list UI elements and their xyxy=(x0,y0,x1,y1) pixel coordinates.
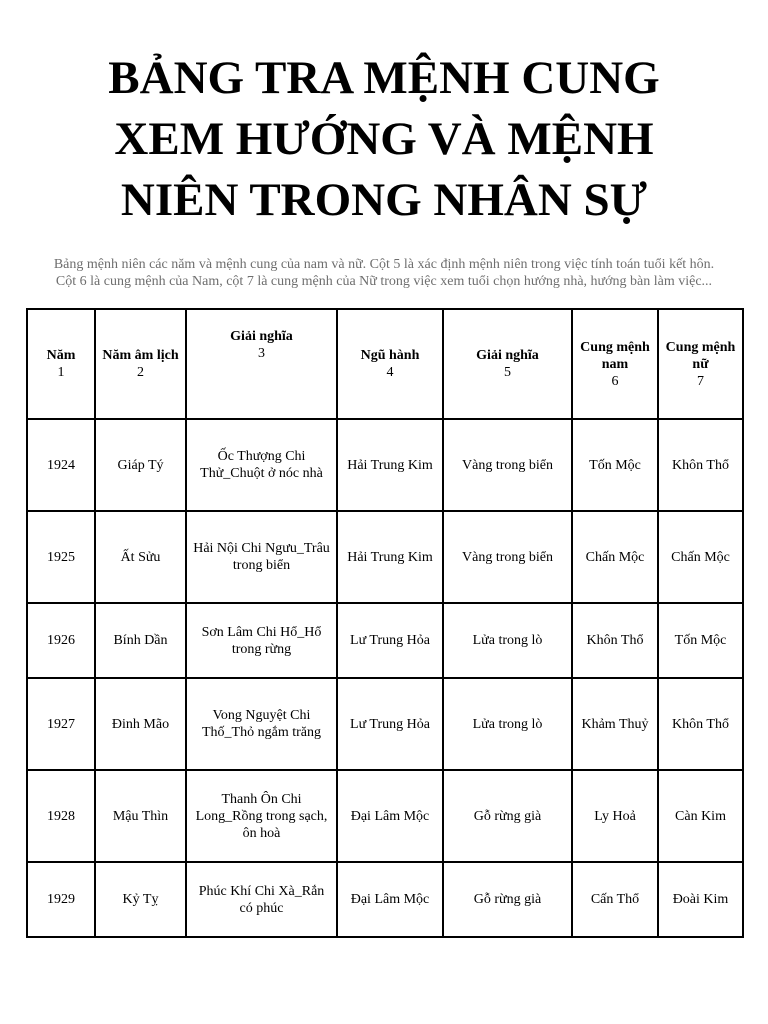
cell-male-palace: Cấn Thổ xyxy=(572,862,658,937)
cell-meaning: Sơn Lâm Chi Hổ_Hổ trong rừng xyxy=(186,603,337,678)
cell-element-meaning: Lửa trong lò xyxy=(443,603,572,678)
cell-meaning: Vong Nguyệt Chi Thố_Thỏ ngắm trăng xyxy=(186,678,337,770)
cell-lunar-year: Mậu Thìn xyxy=(95,770,186,862)
cell-lunar-year: Đinh Mão xyxy=(95,678,186,770)
title-line-2: XEM HƯỚNG VÀ MỆNH xyxy=(114,113,654,165)
cell-element-meaning: Gỗ rừng già xyxy=(443,862,572,937)
cell-element: Lư Trung Hỏa xyxy=(337,603,443,678)
title-line-1: BẢNG TRA MỆNH CUNG xyxy=(108,52,660,104)
cell-element-meaning: Vàng trong biển xyxy=(443,511,572,603)
cell-element: Hải Trung Kim xyxy=(337,419,443,511)
cell-lunar-year: Ất Sửu xyxy=(95,511,186,603)
cell-female-palace: Chấn Mộc xyxy=(658,511,743,603)
cell-female-palace: Khôn Thổ xyxy=(658,678,743,770)
cell-year: 1929 xyxy=(27,862,95,937)
cell-male-palace: Ly Hoả xyxy=(572,770,658,862)
cell-male-palace: Khôn Thổ xyxy=(572,603,658,678)
header-male-palace: Cung mệnh nam 6 xyxy=(572,309,658,419)
cell-male-palace: Khảm Thuỷ xyxy=(572,678,658,770)
cell-female-palace: Tốn Mộc xyxy=(658,603,743,678)
cell-year: 1927 xyxy=(27,678,95,770)
cell-element-meaning: Gỗ rừng già xyxy=(443,770,572,862)
cell-element-meaning: Lửa trong lò xyxy=(443,678,572,770)
cell-lunar-year: Kỷ Tỵ xyxy=(95,862,186,937)
table-row xyxy=(27,770,743,862)
cell-element: Đại Lâm Mộc xyxy=(337,770,443,862)
table-row xyxy=(27,678,743,770)
title-line-3: NIÊN TRONG NHÂN SỰ xyxy=(120,174,648,226)
table-header-row xyxy=(27,309,743,419)
header-meaning: Giải nghĩa 3 xyxy=(186,309,337,419)
description: Bảng mệnh niên các năm và mệnh cung của nam và nữ. Cột 5 là xác định mệnh niên trong việc tính toán tuổi kết hôn. Cột 6 là cung mệnh của Nam, cột 7 là cung mệnh của Nữ trong việc xem tuổi chọn hướng nhà, hướng bàn làm việc... xyxy=(53,257,715,289)
table-row xyxy=(27,419,743,511)
header-year: Năm 1 xyxy=(27,309,95,419)
cell-male-palace: Tốn Mộc xyxy=(572,419,658,511)
cell-element: Hải Trung Kim xyxy=(337,511,443,603)
page-title xyxy=(0,48,768,231)
cell-meaning: Thanh Ôn Chi Long_Rồng trong sạch, ôn hoà xyxy=(186,770,337,862)
cell-lunar-year: Giáp Tý xyxy=(95,419,186,511)
cell-year: 1924 xyxy=(27,419,95,511)
cell-meaning: Ốc Thượng Chi Thử_Chuột ở nóc nhà xyxy=(186,419,337,511)
cell-meaning: Phúc Khí Chi Xà_Rắn có phúc xyxy=(186,862,337,937)
header-element-meaning: Giải nghĩa 5 xyxy=(443,309,572,419)
table-row xyxy=(27,511,743,603)
cell-element: Lư Trung Hỏa xyxy=(337,678,443,770)
header-lunar-year: Năm âm lịch 2 xyxy=(95,309,186,419)
cell-female-palace: Càn Kim xyxy=(658,770,743,862)
cell-meaning: Hải Nội Chi Ngưu_Trâu trong biển xyxy=(186,511,337,603)
cell-lunar-year: Bính Dần xyxy=(95,603,186,678)
table-row xyxy=(27,603,743,678)
destiny-table xyxy=(26,308,744,938)
cell-female-palace: Đoài Kim xyxy=(658,862,743,937)
cell-male-palace: Chấn Mộc xyxy=(572,511,658,603)
cell-element: Đại Lâm Mộc xyxy=(337,862,443,937)
table-row xyxy=(27,862,743,937)
header-female-palace: Cung mệnh nữ 7 xyxy=(658,309,743,419)
cell-year: 1928 xyxy=(27,770,95,862)
cell-year: 1925 xyxy=(27,511,95,603)
cell-element-meaning: Vàng trong biển xyxy=(443,419,572,511)
header-element: Ngũ hành 4 xyxy=(337,309,443,419)
cell-year: 1926 xyxy=(27,603,95,678)
cell-female-palace: Khôn Thổ xyxy=(658,419,743,511)
